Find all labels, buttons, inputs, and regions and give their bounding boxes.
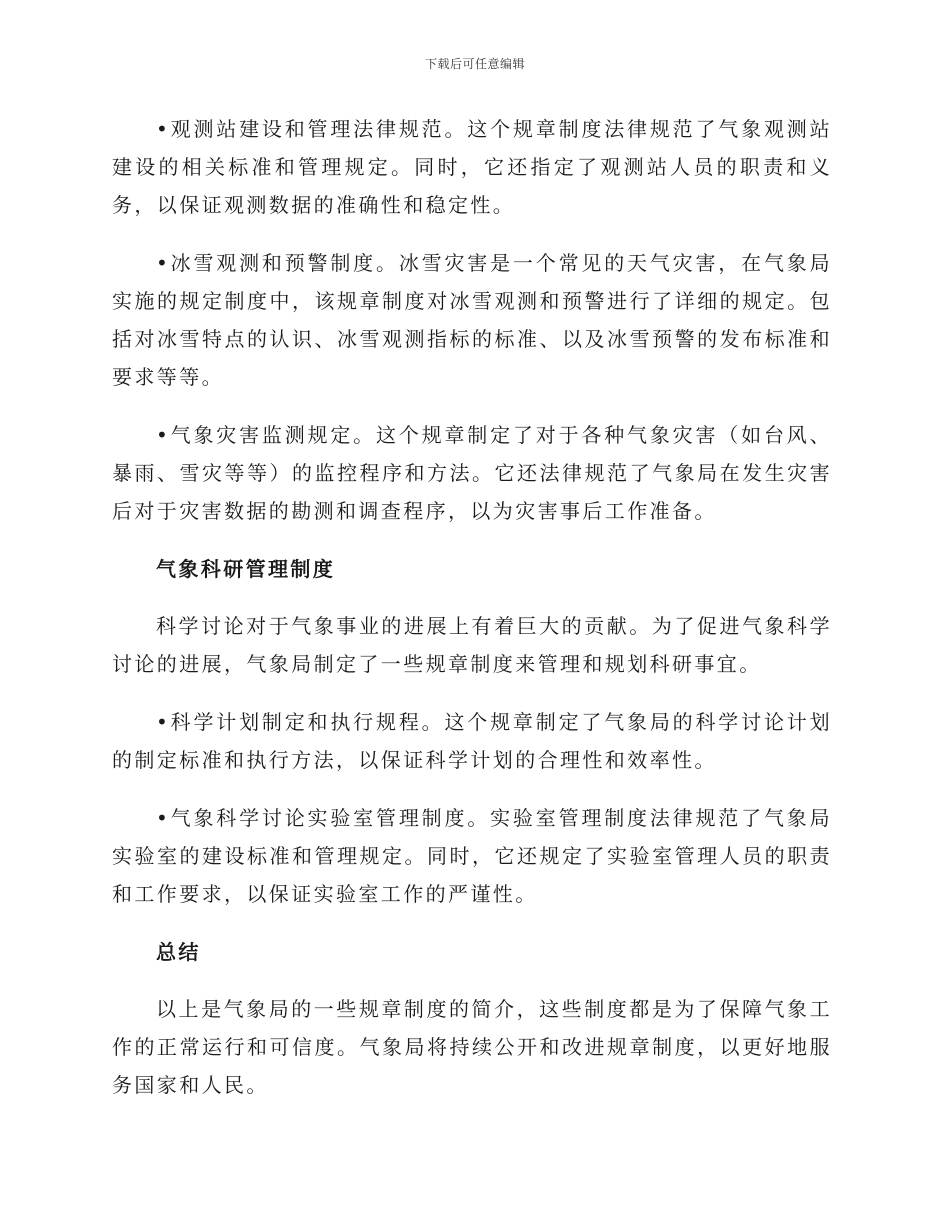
paragraph-text: 以上是气象局的一些规章制度的简介，这些制度都是为了保障气象工作的正常运行和可信度。气象局将持续公开和改进规章制度，以更好地服务国家和人民。: [112, 997, 832, 1097]
bullet-marker: •: [156, 710, 171, 734]
paragraph-text: 气象灾害监测规定。这个规章制定了对于各种气象灾害（如台风、暴雨、雪灾等等）的监控程序和方法。它还法律规范了气象局在发生灾害后对于灾害数据的勘测和调查程序，以为灾害事后工作准备。: [112, 423, 832, 523]
paragraph-disaster-monitoring: [112, 416, 832, 530]
paragraph-research-plan: [112, 703, 832, 779]
paragraph-lab-management: [112, 799, 832, 913]
paragraph-observation-station: [112, 110, 832, 224]
bullet-marker: •: [156, 251, 171, 275]
section-heading-research: 气象科研管理制度: [156, 557, 336, 581]
paragraph-text: 冰雪观测和预警制度。冰雪灾害是一个常见的天气灾害，在气象局实施的规定制度中，该规章制度对冰雪观测和预警进行了详细的规定。包括对冰雪特点的认识、冰雪观测指标的标准、以及冰雪预警的发布标准和要求等等。: [112, 251, 832, 389]
paragraph-text: 气象科学讨论实验室管理制度。实验室管理制度法律规范了气象局实验室的建设标准和管理规定。同时，它还规定了实验室管理人员的职责和工作要求，以保证实验室工作的严谨性。: [112, 806, 832, 906]
bullet-marker: •: [156, 423, 171, 447]
page-header-note: 下载后可任意编辑: [424, 57, 525, 71]
paragraph-text: 科学讨论对于气象事业的进展上有着巨大的贡献。为了促进气象科学讨论的进展，气象局制定了一些规章制度来管理和规划科研事宜。: [112, 614, 832, 676]
bullet-marker: •: [156, 117, 171, 141]
paragraph-text: 观测站建设和管理法律规范。这个规章制度法律规范了气象观测站建设的相关标准和管理规定。同时，它还指定了观测站人员的职责和义务，以保证观测数据的准确性和稳定性。: [112, 117, 832, 217]
document-body: [112, 110, 832, 1124]
section-heading-summary: 总结: [156, 940, 201, 964]
paragraph-summary: [112, 990, 832, 1104]
paragraph-research-intro: [112, 607, 832, 683]
paragraph-text: 科学计划制定和执行规程。这个规章制定了气象局的科学讨论计划的制定标准和执行方法，以保证科学计划的合理性和效率性。: [112, 710, 832, 772]
paragraph-ice-snow: [112, 244, 832, 396]
bullet-marker: •: [156, 806, 171, 830]
